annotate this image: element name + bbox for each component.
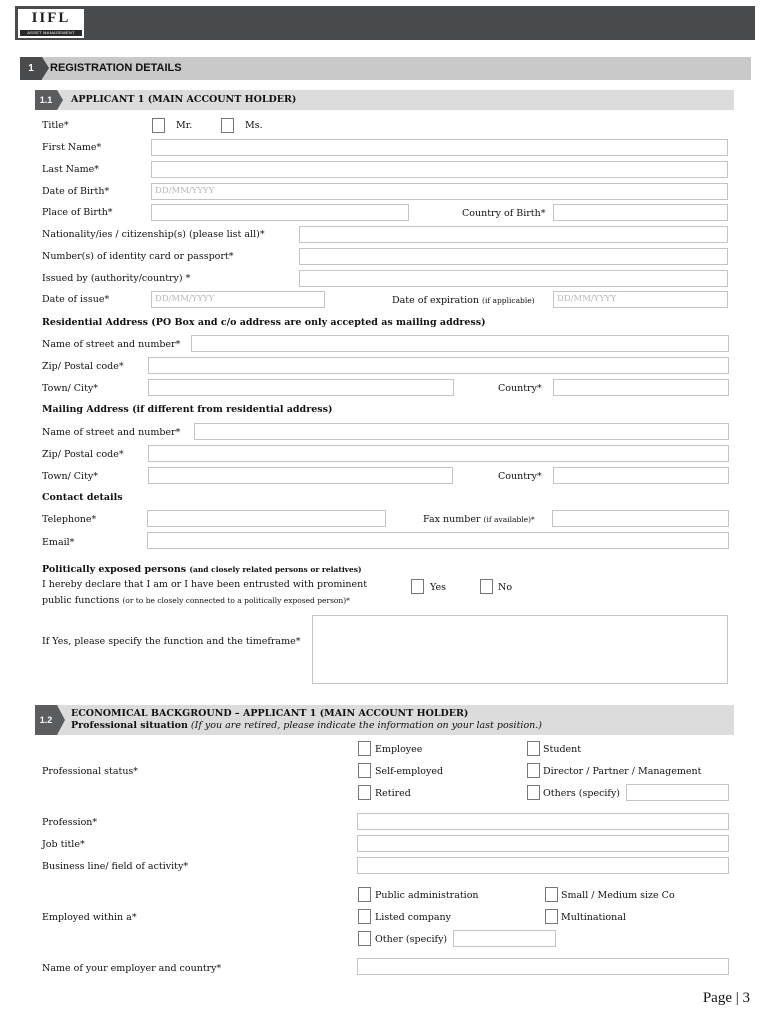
multinational-label: Multinational [561, 912, 626, 923]
place-of-birth-field[interactable] [151, 204, 409, 221]
sme-checkbox[interactable] [545, 887, 558, 902]
multinational-checkbox[interactable] [545, 909, 558, 924]
res-town-field[interactable] [148, 379, 454, 396]
subsection-title: APPLICANT 1 (MAIN ACCOUNT HOLDER) [71, 94, 297, 105]
date-of-expiration-label [392, 295, 535, 306]
pep-yes-label: Yes [430, 582, 446, 593]
fax-text: Fax number [423, 514, 481, 525]
issued-by-field[interactable] [299, 270, 728, 287]
telephone-label: Telephone* [42, 514, 97, 525]
section-title: REGISTRATION DETAILS [50, 62, 182, 74]
subsection-applicant-1 [35, 90, 734, 110]
date-of-expiration-text: Date of expiration [392, 295, 479, 306]
others-specify-field[interactable] [626, 784, 729, 801]
mailing-heading: Mailing Address (if different from residential address) [42, 404, 333, 415]
subsection-arrow [57, 90, 63, 110]
date-of-issue-field[interactable]: DD/MM/YYYY [151, 291, 325, 308]
first-name-label: First Name* [42, 142, 102, 153]
pep-heading-text: Politically exposed persons [42, 564, 187, 575]
pep-line-2-text: public functions [42, 595, 120, 606]
retired-label: Retired [375, 788, 411, 799]
employer-name-label: Name of your employer and country* [42, 963, 222, 974]
date-of-issue-label: Date of issue* [42, 294, 110, 305]
ms-checkbox[interactable] [221, 118, 234, 133]
section-arrow [42, 57, 49, 79]
logo-subtext: ASSET MANAGEMENT [20, 30, 82, 36]
issued-by-label: Issued by (authority/country) * [42, 273, 191, 284]
subsection-subtitle [71, 720, 542, 732]
mr-checkbox[interactable] [152, 118, 165, 133]
business-line-field[interactable] [357, 857, 729, 874]
res-zip-label: Zip/ Postal code* [42, 361, 124, 372]
fax-label [423, 514, 535, 525]
residential-heading: Residential Address (PO Box and c/o address are only accepted as mailing address) [42, 317, 486, 328]
id-number-label: Number(s) of identity card or passport* [42, 251, 234, 262]
mail-zip-field[interactable] [148, 445, 729, 462]
public-admin-label: Public administration [375, 890, 479, 901]
job-title-label: Job title* [42, 839, 85, 850]
others-label: Others (specify) [543, 788, 621, 799]
contact-heading: Contact details [42, 492, 123, 503]
public-admin-checkbox[interactable] [358, 887, 371, 902]
director-label: Director / Partner / Management [543, 766, 702, 777]
email-field[interactable] [147, 532, 729, 549]
student-label: Student [543, 744, 582, 755]
date-of-expiration-field[interactable]: DD/MM/YYYY [553, 291, 728, 308]
last-name-field[interactable] [151, 161, 728, 178]
subtitle-bold: Professional situation [71, 720, 188, 731]
page-number: Page | 3 [702, 990, 750, 1006]
listed-company-label: Listed company [375, 912, 452, 923]
pep-specify-field[interactable] [312, 615, 728, 684]
other-employer-label: Other (specify) [375, 934, 448, 945]
first-name-field[interactable] [151, 139, 728, 156]
res-zip-field[interactable] [148, 357, 729, 374]
fax-suffix: (if available)* [483, 515, 535, 524]
subsection-number: 1.1 [35, 90, 57, 110]
nationality-label: Nationality/ies / citizenship(s) (please list all)* [42, 229, 265, 240]
section-number: 1 [20, 57, 42, 80]
pep-line-1: I hereby declare that I am or I have been entrusted with prominent [42, 579, 368, 590]
retired-checkbox[interactable] [358, 785, 371, 800]
pep-no-checkbox[interactable] [480, 579, 493, 594]
business-line-label: Business line/ field of activity* [42, 861, 189, 872]
subsection-title: ECONOMICAL BACKGROUND – APPLICANT 1 (MAIN ACCOUNT HOLDER) [71, 708, 469, 719]
header-bar [15, 6, 755, 40]
logo-text: IIFL [31, 10, 71, 26]
mail-street-field[interactable] [194, 423, 729, 440]
pep-yes-checkbox[interactable] [411, 579, 424, 594]
mr-label: Mr. [176, 120, 193, 131]
title-label: Title* [42, 120, 69, 131]
last-name-label: Last Name* [42, 164, 100, 175]
mail-town-label: Town/ City* [42, 471, 99, 482]
job-title-field[interactable] [357, 835, 729, 852]
nationality-field[interactable] [299, 226, 728, 243]
employer-name-field[interactable] [357, 958, 729, 975]
mail-town-field[interactable] [148, 467, 453, 484]
other-employer-specify-field[interactable] [453, 930, 556, 947]
res-country-field[interactable] [553, 379, 729, 396]
mail-country-label: Country* [498, 471, 542, 482]
dob-field[interactable]: DD/MM/YYYY [151, 183, 728, 200]
res-street-field[interactable] [191, 335, 729, 352]
pep-line-2 [42, 595, 350, 606]
if-applicable-note: (if applicable) [482, 296, 535, 305]
ms-label: Ms. [245, 120, 263, 131]
res-country-label: Country* [498, 383, 542, 394]
others-checkbox[interactable] [527, 785, 540, 800]
employed-within-label: Employed within a* [42, 912, 137, 923]
self-employed-checkbox[interactable] [358, 763, 371, 778]
country-of-birth-label: Country of Birth* [462, 208, 546, 219]
email-label: Email* [42, 537, 75, 548]
employee-label: Employee [375, 744, 423, 755]
profession-label: Profession* [42, 817, 98, 828]
mail-street-label: Name of street and number* [42, 427, 181, 438]
company-logo [18, 9, 84, 38]
other-employer-checkbox[interactable] [358, 931, 371, 946]
sme-label: Small / Medium size Co [561, 890, 675, 901]
pep-heading-suffix: (and closely related persons or relatives) [189, 565, 362, 574]
subtitle-italic: (If you are retired, please indicate the information on your last position.) [190, 720, 543, 731]
mail-zip-label: Zip/ Postal code* [42, 449, 124, 460]
res-town-label: Town/ City* [42, 383, 99, 394]
country-of-birth-field[interactable] [553, 204, 728, 221]
subsection-economical-background [35, 705, 734, 735]
id-number-field[interactable] [299, 248, 728, 265]
place-of-birth-label: Place of Birth* [42, 207, 113, 218]
section-registration-details [20, 57, 751, 80]
self-employed-label: Self-employed [375, 766, 444, 777]
subsection-number: 1.2 [35, 705, 57, 735]
pep-line-2-suffix: (or to be closely connected to a politically exposed person)* [122, 596, 350, 605]
pep-heading [42, 564, 362, 575]
pep-specify-label: If Yes, please specify the function and the timeframe* [42, 636, 301, 647]
telephone-field[interactable] [147, 510, 386, 527]
mail-country-field[interactable] [553, 467, 729, 484]
subsection-arrow [57, 705, 65, 735]
professional-status-label: Professional status* [42, 766, 139, 777]
listed-company-checkbox[interactable] [358, 909, 371, 924]
dob-label: Date of Birth* [42, 186, 110, 197]
fax-field[interactable] [552, 510, 729, 527]
employee-checkbox[interactable] [358, 741, 371, 756]
director-checkbox[interactable] [527, 763, 540, 778]
student-checkbox[interactable] [527, 741, 540, 756]
pep-no-label: No [498, 582, 513, 593]
profession-field[interactable] [357, 813, 729, 830]
res-street-label: Name of street and number* [42, 339, 181, 350]
